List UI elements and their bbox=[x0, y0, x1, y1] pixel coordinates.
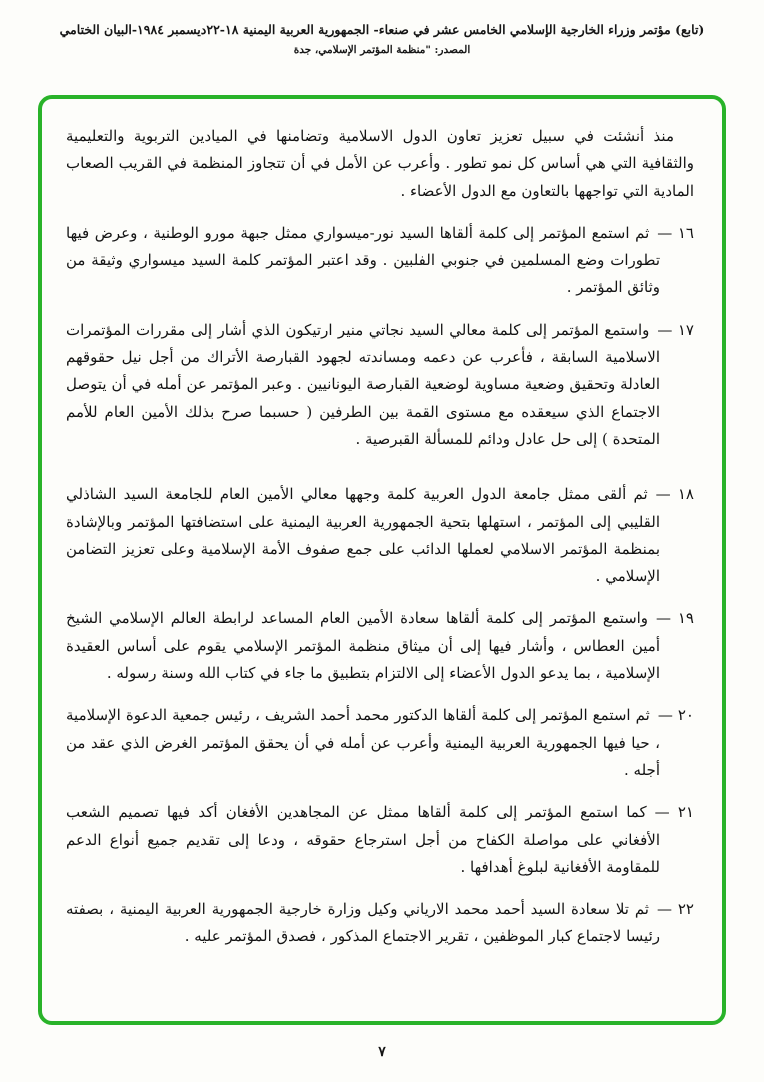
paragraph-number: ١٦ — bbox=[657, 223, 694, 242]
paragraph-text: كما استمع المؤتمر إلى كلمة ألقاها ممثل عن المجاهدين الأفغان أكد فيها تصميم الشعب الأفغاني على مواصلة الكفاح من أجل استرجاع حقوقه ، ودعا إلى تقديم جميع أنواع الدعم للمقاومة الأفغانية لبلوغ أهدافها . bbox=[66, 803, 660, 876]
page-number: ٧ bbox=[378, 1044, 386, 1060]
paragraph-number: ٢٢ — bbox=[656, 900, 694, 919]
header-title-line: (تابع) مؤتمر وزراء الخارجية الإسلامي الخامس عشر في صنعاء- الجمهورية العربية اليمنية ١٨-٢٢ديسمبر ١٩٨٤-البيان الختامي bbox=[59, 22, 705, 37]
paragraph-intro bbox=[66, 123, 694, 205]
paragraph-text: ثم استمع المؤتمر إلى كلمة ألقاها السيد نور-ميسواري ممثل جبهة مورو الوطنية ، وعرض فيها تطورات وضع المسلمين في جنوبي الفلبين . وقد اعتبر المؤتمر كلمة السيد ميسواري وثيقة من وثائق المؤتمر . bbox=[66, 223, 660, 297]
paragraph-18 bbox=[66, 481, 694, 590]
header-source-line: المصدر: "منظمة المؤتمر الإسلامي، جدة bbox=[293, 44, 471, 56]
paragraph-number: ٢١ — bbox=[654, 803, 694, 822]
paragraph-16 bbox=[66, 220, 694, 302]
paragraph-19 bbox=[66, 605, 694, 687]
paragraph-number: ١٩ — bbox=[656, 609, 694, 628]
paragraph-22 bbox=[66, 896, 694, 951]
paragraph-text: ثم ألقى ممثل جامعة الدول العربية كلمة وجهها معالي الأمين العام للجامعة السيد الشاذلي القليبي إلى المؤتمر ، استهلها بتحية الجمهورية العربية اليمنية على استضافتها المؤتمر وبالإشادة بمنظمة المؤتمر الاسلامي لعملها الدائب على جمع صفوف الأمة الإسلامية وعلى تعزيز التضامن الإسلامي . bbox=[66, 485, 660, 586]
paragraph-20 bbox=[66, 702, 694, 784]
paragraph-number: ٢٠ — bbox=[657, 706, 694, 725]
paragraph-17 bbox=[66, 317, 694, 453]
paragraph-number: ١٧ — bbox=[657, 320, 694, 339]
paragraph-text: ثم تلا سعادة السيد أحمد محمد الارياني وكيل وزارة خارجية الجمهورية العربية اليمنية ، بصفته رئيسا لاجتماع كبار الموظفين ، تقرير الاجتماع المذكور ، فصدق المؤتمر عليه . bbox=[66, 900, 660, 946]
paragraph-text: واستمع المؤتمر إلى كلمة معالي السيد نجاتي منير ارتيكون الذي أشار إلى مقررات المؤتمرات الاسلامية السابقة ، فأعرب عن دعمه ومساندته لجهود القبارصة الأتراك من أجل نيل حقوقهم العادلة وتحقيق وضعية مساوية لوضعية القبارصة اليونانيين . وعبر المؤتمر عن أمله في أن يتوصل الاجتماع الذي سيعقده مع مستوى القمة بين الطرفين ( حسبما صرح بذلك الأمين العام للأمم المتحدة ) إلى حل عادل ودائم للمسألة القبرصية . bbox=[66, 320, 660, 448]
document-body bbox=[66, 123, 694, 951]
paragraph-text: منذ أنشئت في سبيل تعزيز تعاون الدول الاسلامية وتضامنها في الميادين التربوية والتعليمية والثقافية التي هي أساس كل نمو تطور . وأعرب عن الأمل في أن تتجاوز المنظمة في القريب الصعاب المادية التي تواجهها بالتعاون مع الدول الأعضاء . bbox=[66, 127, 694, 200]
paragraph-number: ١٨ — bbox=[655, 485, 694, 504]
paragraph-text: واستمع المؤتمر إلى كلمة ألقاها سعادة الأمين العام المساعد لرابطة العالم الإسلامي الشيخ أمين العطاس ، وأشار فيها إلى أن ميثاق منظمة المؤتمر الإسلامي يقوم على أساس العقيدة الإسلامية ، بما يدعو الدول الأعضاء إلى الالتزام بتطبيق ما جاء في كتاب الله وسنة رسوله . bbox=[66, 609, 660, 683]
paragraph-text: ثم استمع المؤتمر إلى كلمة ألقاها الدكتور محمد أحمد الشريف ، رئيس جمعية الدعوة الإسلامية ، حيا فيها الجمهورية العربية اليمنية وأعرب عن أمله في أن يحقق المؤتمر الغرض الذي عقد من أجله . bbox=[66, 706, 660, 779]
green-border-box bbox=[38, 95, 726, 1025]
page-header bbox=[0, 22, 764, 56]
paragraph-21 bbox=[66, 799, 694, 881]
